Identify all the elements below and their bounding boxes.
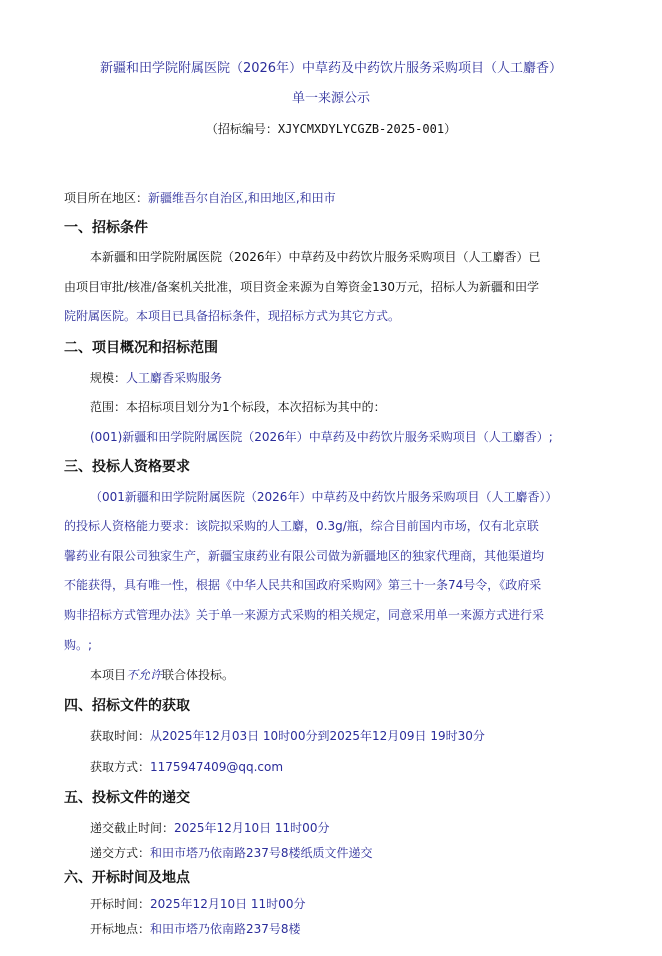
obtain-method-row [90,758,283,776]
scale-value: 人工麝香采购服务 [126,371,223,385]
opening-time-value: 2025年12月10日 11时00分 [150,897,306,911]
submit-method-row [90,844,373,862]
section-4-heading: 四、招标文件的获取 [64,698,190,714]
submit-deadline-label: 递交截止时间： [90,821,175,835]
section-2-heading: 二、项目概况和招标范围 [64,340,218,356]
title-line-1: 新疆和田学院附属医院（2026年）中草药及中药饮片服务采购项目（人工麝香） [99,61,563,76]
consortium-status: 不允许 [126,668,163,682]
opening-place-label: 开标地点： [90,922,151,936]
lot-row: (001)新疆和田学院附属医院（2026年）中草药及中药饮片服务采购项目（人工麝香）; [90,430,553,444]
consortium-row [90,666,234,684]
obtain-time-row [90,727,485,745]
consortium-prefix: 本项目 [90,668,127,682]
bid-number: （招标编号：XJYCMXDYLYCGZB-2025-001） [205,122,457,136]
submit-deadline-value: 2025年12月10日 11时00分 [174,821,330,835]
obtain-time-label: 获取时间： [90,729,151,743]
opening-time-row [90,895,305,913]
section-1-heading: 一、招标条件 [64,220,148,236]
location-value: 新疆维吾尔自治区,和田地区,和田市 [148,191,336,205]
qualification-line-3: 馨药业有限公司独家生产，新疆宝康药业有限公司做为新疆地区的独家代理商，其他渠道均 [64,549,545,563]
obtain-method-value: 1175947409@qq.com [150,760,284,774]
section-1-paragraph-line-3: 院附属医院。本项目已具备招标条件，现招标方式为其它方式。 [64,309,401,323]
opening-time-label: 开标时间： [90,897,151,911]
opening-place-row [90,920,301,938]
qualification-line-2: 的投标人资格能力要求：该院拟采购的人工麝，0.3g/瓶，综合目前国内市场，仅有北京联 [64,519,539,533]
submit-method-label: 递交方式： [90,846,151,860]
section-5-heading: 五、投标文件的递交 [64,790,190,806]
obtain-method-label: 获取方式： [90,760,151,774]
scale-row [90,369,222,387]
location-label: 项目所在地区： [64,191,149,205]
qualification-line-5: 购非招标方式管理办法》关于单一来源方式采购的相关规定，同意采用单一来源方式进行采 [64,608,545,622]
scale-label: 规模： [90,371,127,385]
submit-method-value: 和田市塔乃依南路237号8楼纸质文件递交 [150,846,373,860]
qualification-line-1: （001新疆和田学院附属医院（2026年）中草药及中药饮片服务采购项目（人工麝香）） [90,490,558,504]
opening-place-value: 和田市塔乃依南路237号8楼 [150,922,301,936]
submit-deadline-row [90,819,329,837]
obtain-time-value: 从2025年12月03日 10时00分到2025年12月09日 19时30分 [150,729,485,743]
section-1-paragraph-line-1: 本新疆和田学院附属医院（2026年）中草药及中药饮片服务采购项目（人工麝香）已 [90,250,541,264]
title-line-2: 单一来源公示 [291,91,370,106]
qualification-line-4: 不能获得，具有唯一性，根据《中华人民共和国政府采购网》第三十一条74号令，《政府采 [64,578,542,592]
project-location [64,189,336,207]
section-6-heading: 六、开标时间及地点 [64,870,190,886]
scope-row: 范围：本招标项目划分为1个标段，本次招标为其中的： [90,400,386,414]
qualification-line-6: 购。; [64,638,93,652]
consortium-suffix: 联合体投标。 [162,668,235,682]
section-1-paragraph-line-2: 由项目审批/核准/备案机关批准，项目资金来源为自筹资金130万元，招标人为新疆和田学 [64,280,539,294]
section-3-heading: 三、投标人资格要求 [64,459,190,475]
